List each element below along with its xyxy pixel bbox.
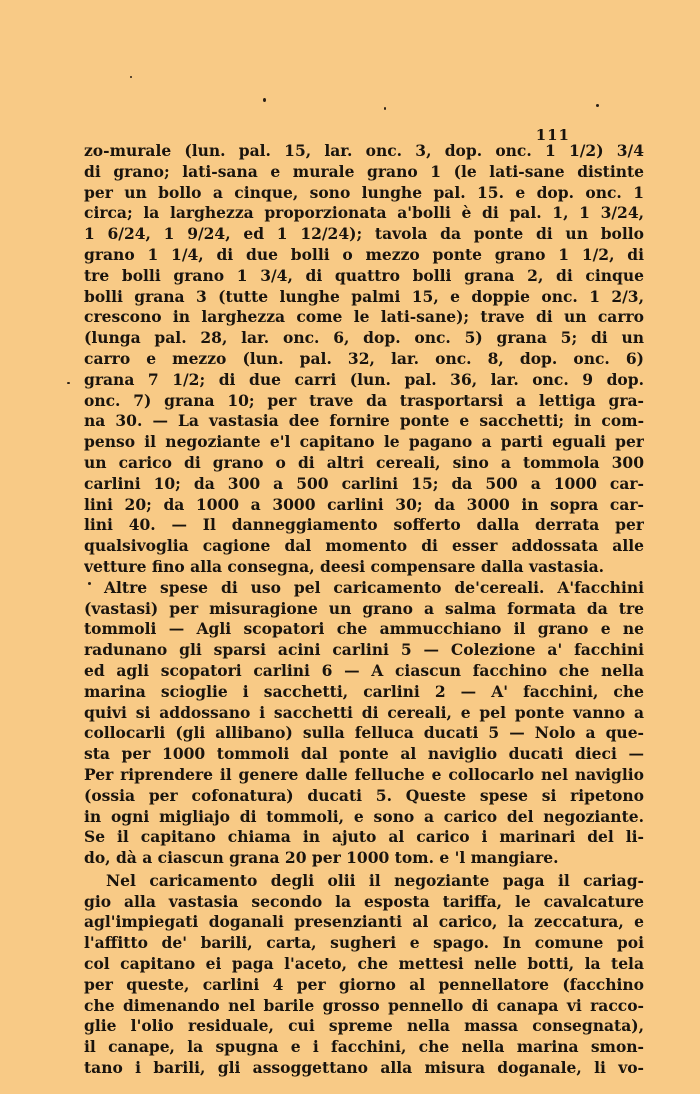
text-line: vetture fino alla consegna, deesi compensare dalla vastasia. — [84, 556, 605, 576]
page-number: 111 — [535, 126, 570, 144]
text-line: col capitano ei paga l'aceto, che mettesi nelle botti, la tela — [84, 954, 644, 974]
text-line: grana 7 1/2; di due carri (lun. pal. 36, lar. onc. 9 dop. — [84, 369, 644, 389]
text-line: lini 20; da 1000 a 3000 carlini 30; da 3000 in sopra car- — [84, 494, 644, 514]
text-line: penso il negoziante e'l capitano le pagano a parti eguali per — [84, 432, 644, 452]
ink-speck — [384, 107, 386, 110]
text-line: tre bolli grano 1 3/4, di quattro bolli grana 2, di cinque — [84, 265, 644, 285]
ink-speck — [263, 98, 266, 102]
text-line: ed agli scopatori carlini 6 — A ciascun facchino che nella — [84, 660, 644, 680]
text-line: (lunga pal. 28, lar. onc. 6, dop. onc. 5) grana 5; di un — [84, 328, 644, 348]
text-line: per queste, carlini 4 per giorno al pennellatore (facchino — [84, 974, 644, 994]
text-line: lini 40. — Il danneggiamento sofferto dalla derrata per — [84, 515, 644, 535]
text-line: agl'impiegati doganali presenzianti al carico, la zeccatura, e — [84, 912, 644, 932]
text-line: quivi si addossano i sacchetti di cereali, e pel ponte vanno a — [84, 702, 644, 722]
ink-speck — [596, 104, 599, 107]
text-line: onc. 7) grana 10; per trave da trasportarsi a lettiga gra- — [84, 390, 644, 410]
text-line: che dimenando nel barile grosso pennello di canapa vi racco- — [84, 995, 644, 1015]
text-line: do, dà a ciascun grana 20 per 1000 tom. e 'l mangiare. — [84, 848, 559, 868]
text-line: Se il capitano chiama in ajuto al carico i marinari del li- — [84, 827, 644, 847]
text-line: Altre spese di uso pel caricamento de'cereali. A'facchini — [104, 577, 644, 597]
text-line: carro e mezzo (lun. pal. 32, lar. onc. 8, dop. onc. 6) — [84, 348, 644, 368]
text-line: in ogni migliajo di tommoli, e sono a carico del negoziante. — [84, 806, 644, 826]
ink-speck — [67, 382, 70, 384]
text-line: crescono in larghezza come le lati-sane); trave di un carro — [84, 307, 644, 327]
text-line: grano 1 1/4, di due bolli o mezzo ponte grano 1 1/2, di — [84, 244, 644, 264]
text-line: sta per 1000 tommoli dal ponte al naviglio ducati dieci — — [84, 744, 644, 764]
text-line: (ossia per cofonatura) ducati 5. Queste spese si ripetono — [84, 785, 644, 805]
text-line: marina scioglie i sacchetti, carlini 2 — A' facchini, che — [84, 681, 644, 701]
text-line: carlini 10; da 300 a 500 carlini 15; da 500 a 1000 car- — [84, 473, 644, 493]
text-line: per un bollo a cinque, sono lunghe pal. 15. e dop. onc. 1 — [84, 182, 644, 202]
text-line: na 30. — La vastasia dee fornire ponte e sacchetti; in com- — [84, 411, 644, 431]
text-line: bolli grana 3 (tutte lunghe palmi 15, e doppie onc. 1 2/3, — [84, 286, 644, 306]
body-text — [84, 141, 644, 1079]
text-line: il canape, la spugna e i facchini, che nella marina smon- — [84, 1037, 644, 1057]
text-line: 1 6/24, 1 9/24, ed 1 12/24); tavola da ponte di un bollo — [84, 224, 644, 244]
text-line: Nel caricamento degli olii il negoziante paga il cariag- — [106, 870, 644, 890]
text-line: Per riprendere il genere dalle felluche e collocarlo nel naviglio — [84, 764, 644, 784]
text-line: tommoli — Agli scopatori che ammucchiano il grano e ne — [84, 619, 644, 639]
text-line: di grano; lati-sana e murale grano 1 (le lati-sane distinte — [84, 161, 644, 181]
text-line: zo-murale (lun. pal. 15, lar. onc. 3, dop. onc. 1 1/2) 3/4 — [84, 141, 644, 160]
text-line: collocarli (gli allibano) sulla felluca ducati 5 — Nolo a que- — [84, 723, 644, 743]
text-line: qualsivoglia cagione dal momento di esser addossata alle — [84, 536, 644, 556]
text-line: l'affitto de' barili, carta, sugheri e spago. In comune poi — [84, 933, 644, 953]
text-line: glie l'olio residuale, cui spreme nella massa consegnata), — [84, 1016, 644, 1036]
text-line: (vastasi) per misuragione un grano a salma formata da tre — [84, 598, 644, 618]
text-line: radunano gli sparsi acini carlini 5 — Colezione a' facchini — [84, 640, 644, 660]
text-line: gio alla vastasia secondo la esposta tariffa, le cavalcature — [84, 891, 644, 911]
text-line: tano i barili, gli assoggettano alla misura doganale, li vo- — [84, 1058, 644, 1078]
text-line: un carico di grano o di altri cereali, sino a tommola 300 — [84, 452, 644, 472]
text-line: circa; la larghezza proporzionata a'bolli è di pal. 1, 1 3/24, — [84, 203, 644, 223]
ink-speck — [130, 76, 132, 78]
